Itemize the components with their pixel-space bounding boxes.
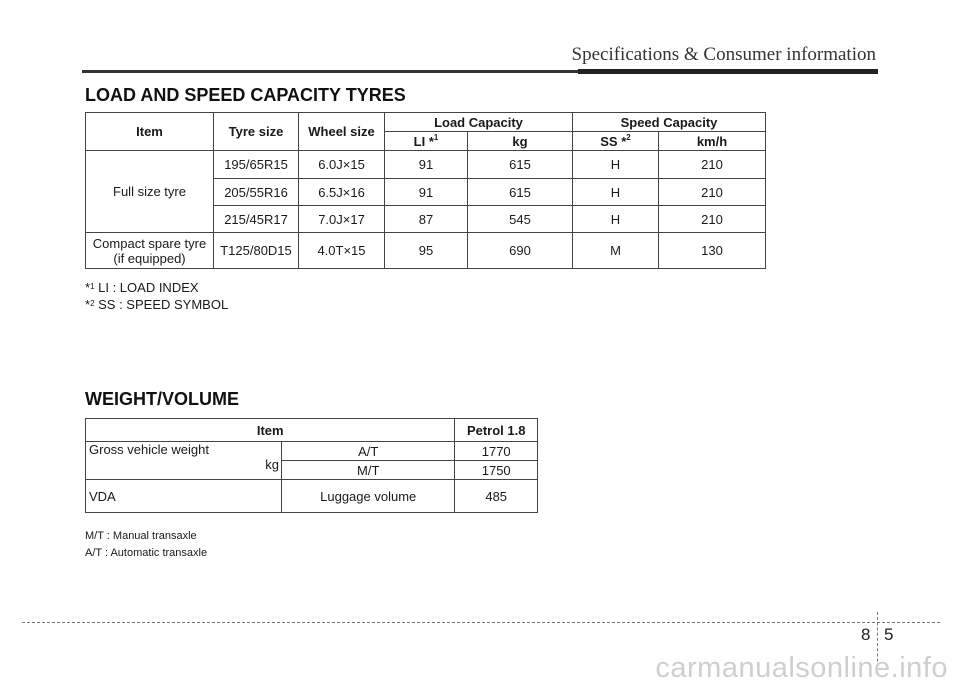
spare-label: Compact spare tyre (if equipped) (86, 233, 214, 269)
header-li: LI *$^1$ (385, 132, 468, 151)
header-petrol: Petrol 1.8 (455, 419, 538, 442)
wheel-size-cell: 4.0T×15 (299, 233, 385, 269)
kg-cell: 690 (468, 233, 573, 269)
footnote-speed-symbol: *$^2$ SS : SPEED SYMBOL (85, 297, 229, 312)
kmh-cell: 210 (659, 179, 766, 206)
ss-cell: H (573, 151, 659, 179)
li-cell: 91 (385, 151, 468, 179)
tyre-size-cell: 195/65R15 (214, 151, 299, 179)
tyre-section-title: LOAD AND SPEED CAPACITY TYRES (85, 85, 406, 105)
luggage-volume-value: 485 (455, 480, 538, 513)
gross-weight-label: Gross vehicle weight kg (86, 442, 282, 480)
kg-cell: 545 (468, 206, 573, 233)
ss-cell: H (573, 206, 659, 233)
wheel-size-cell: 6.0J×15 (299, 151, 385, 179)
ss-cell: H (573, 179, 659, 206)
table-row (86, 233, 766, 269)
header-rule-accent (578, 69, 878, 74)
kg-cell: 615 (468, 151, 573, 179)
table-row (86, 480, 538, 513)
watermark: carmanualsonline.info (655, 652, 948, 684)
weight-value-cell: 1750 (455, 461, 538, 480)
wheel-size-cell: 7.0J×17 (299, 206, 385, 233)
header-ss: SS *$^2$ (573, 132, 659, 151)
vda-label: VDA (86, 480, 282, 513)
li-cell: 95 (385, 233, 468, 269)
chapter-number: 8 (861, 625, 871, 644)
wheel-size-cell: 6.5J×16 (299, 179, 385, 206)
page-header-title: Specifications & Consumer information (571, 44, 876, 65)
footer-rule (22, 622, 940, 623)
weight-footnotes (85, 528, 207, 562)
tyre-capacity-table (85, 112, 766, 269)
table-row (86, 442, 538, 461)
kmh-cell: 130 (659, 233, 766, 269)
tyre-size-cell: 205/55R16 (214, 179, 299, 206)
li-cell: 87 (385, 206, 468, 233)
header-kmh: km/h (659, 132, 766, 151)
kmh-cell: 210 (659, 206, 766, 233)
luggage-volume-label: Luggage volume (282, 480, 455, 513)
kg-cell: 615 (468, 179, 573, 206)
table-row (86, 151, 766, 179)
full-size-label: Full size tyre (86, 151, 214, 233)
weight-volume-table (85, 418, 538, 513)
footnote-manual: M/T : Manual transaxle (85, 530, 197, 542)
tyre-footnotes (85, 279, 228, 313)
gross-weight-unit: kg (265, 457, 279, 472)
transaxle-type-cell: A/T (282, 442, 455, 461)
header-wheel-size: Wheel size (299, 113, 385, 151)
ss-cell: M (573, 233, 659, 269)
footnote-automatic: A/T : Automatic transaxle (85, 547, 208, 559)
header-tyre-size: Tyre size (214, 113, 299, 151)
tyre-size-cell: T125/80D15 (214, 233, 299, 269)
transaxle-type-cell: M/T (282, 461, 455, 480)
li-cell: 91 (385, 179, 468, 206)
page-number: 5 (884, 625, 894, 644)
header-load-capacity: Load Capacity (385, 113, 573, 132)
header-item: Item (86, 113, 214, 151)
kmh-cell: 210 (659, 151, 766, 179)
footnote-load-index: *$^1$ LI : LOAD INDEX (85, 280, 199, 295)
header-kg: kg (468, 132, 573, 151)
header-item: Item (86, 419, 455, 442)
weight-section-title: WEIGHT/VOLUME (85, 389, 239, 409)
header-speed-capacity: Speed Capacity (573, 113, 766, 132)
weight-value-cell: 1770 (455, 442, 538, 461)
tyre-size-cell: 215/45R17 (214, 206, 299, 233)
